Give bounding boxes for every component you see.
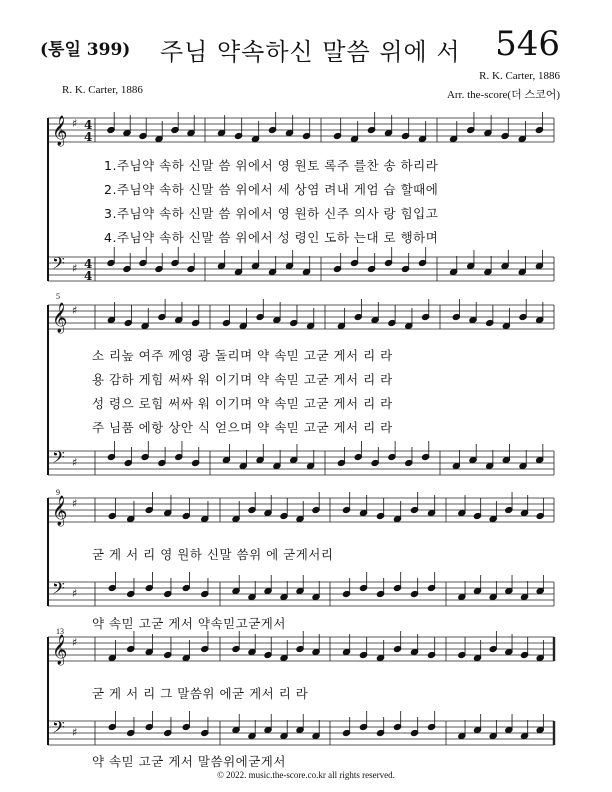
lyric-verse-1: 1.주님약 속하 신말 씀 위에서 영 원토 록주 를찬 송 하리라 bbox=[104, 158, 439, 173]
treble-clef-icon: 𝄞 bbox=[52, 303, 68, 333]
hymn-number: 546 bbox=[495, 24, 560, 64]
time-signature: 4 bbox=[84, 130, 93, 144]
sharp-icon: ♯ bbox=[72, 587, 78, 600]
measure-number: 9 bbox=[56, 488, 60, 497]
measure-number: 5 bbox=[56, 292, 60, 301]
lyric-verse-3: 3.주님약 속하 신말 씀 위에서 영 원하 신주 의사 랑 힘입고 bbox=[104, 206, 439, 221]
treble-clef-icon: 𝄞 bbox=[52, 496, 68, 526]
lyric-verse-2: 용 감하 게힘 써싸 워 이기며 약 속믿 고굳 게서 리 라 bbox=[92, 372, 393, 387]
sharp-icon: ♯ bbox=[72, 304, 78, 317]
measure-number: 13 bbox=[56, 627, 64, 636]
arranger-credit: Arr. the-score(더 스코어) bbox=[446, 89, 560, 101]
lyric-verse-4: 4.주님약 속하 신말 씀 위에서 성 령인 도하 는대 로 행하며 bbox=[104, 230, 439, 245]
sharp-icon: ♯ bbox=[72, 726, 78, 739]
lyric-refrain-upper: 굳 게 서 리 영 원하 신말 씀위 에 굳게서리 bbox=[92, 547, 334, 562]
hymn-title: 주님 약속하신 말씀 위에 서 bbox=[160, 38, 461, 66]
lyric-verse-4: 주 님품 에항 상안 식 얻으며 약 속믿 고굳 게서 리 라 bbox=[92, 420, 393, 435]
bass-clef-icon: 𝄢 bbox=[52, 717, 65, 741]
music-credit: R. K. Carter, 1886 bbox=[479, 70, 560, 82]
treble-clef-icon: 𝄞 bbox=[52, 116, 68, 146]
words-credit: R. K. Carter, 1886 bbox=[62, 84, 143, 96]
time-signature: 4 bbox=[84, 118, 93, 132]
sharp-icon: ♯ bbox=[72, 117, 78, 130]
bass-clef-icon: 𝄢 bbox=[52, 447, 65, 471]
time-signature: 4 bbox=[84, 269, 93, 283]
treble-clef-icon: 𝄞 bbox=[52, 635, 68, 665]
old-hymn-number: (통일 399) bbox=[40, 40, 131, 60]
bass-clef-icon: 𝄢 bbox=[52, 253, 65, 277]
lyric-verse-1: 소 리높 여주 께영 광 돌리며 약 속믿 고굳 게서 리 라 bbox=[92, 348, 393, 363]
sharp-icon: ♯ bbox=[72, 497, 78, 510]
lyric-verse-3: 성 령으 로힘 써싸 워 이기며 약 속믿 고굳 게서 리 라 bbox=[92, 396, 393, 411]
sharp-icon: ♯ bbox=[72, 636, 78, 649]
sharp-icon: ♯ bbox=[72, 262, 78, 275]
copyright-footer: © 2022. music.the-score.co.kr all rights reserved. bbox=[217, 770, 395, 780]
lyric-verse-2: 2.주님약 속하 신말 씀 위에서 세 상염 려내 게엄 습 할때에 bbox=[104, 182, 439, 197]
time-signature: 4 bbox=[84, 257, 93, 271]
bass-clef-icon: 𝄢 bbox=[52, 578, 65, 602]
sharp-icon: ♯ bbox=[72, 456, 78, 469]
lyric-refrain-upper: 굳 게 서 리 그 말씀위 에굳 게서 리 라 bbox=[92, 686, 309, 701]
lyric-refrain-lower: 약 속믿 고굳 게서 약속믿고굳게서 bbox=[92, 616, 286, 631]
lyric-refrain-lower: 약 속믿 고굳 게서 말씀위에굳게서 bbox=[92, 754, 286, 769]
